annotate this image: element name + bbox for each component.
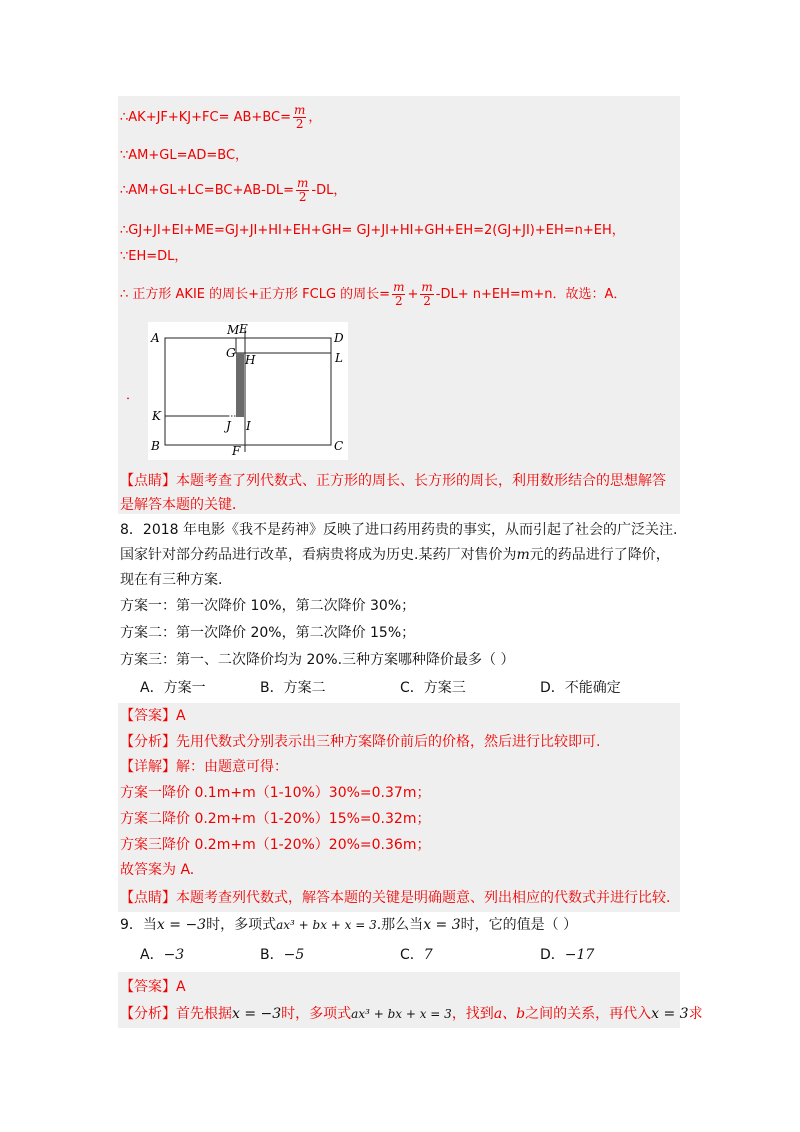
q9-stem: 9．当x = −3时，多项式ax³ + bx + x = 3.那么当x = 3时，它的值是（ ）: [120, 917, 578, 933]
q8-stem-line-2: 国家针对部分药品进行改革，看病贵将成为历史.某药厂对售价为m元的药品进行了降价，: [120, 547, 670, 563]
label-l: L: [335, 351, 343, 365]
q9-option-d: D．−17: [540, 947, 595, 963]
q8-option-d: D．不能确定: [540, 680, 621, 696]
diagram-dot: ．: [126, 388, 140, 403]
q8-analysis: 【分析】先用代数式分别表示出三种方案降价前后的价格，然后进行比较即可.: [120, 734, 601, 750]
q8-option-b: B．方案二: [260, 680, 326, 696]
q8-plan-2: 方案二：第一次降价 20%，第二次降价 15%；: [120, 625, 416, 641]
label-c: C: [334, 439, 344, 453]
q9-option-b: B．−5: [260, 947, 305, 963]
fraction-m-over-2: $\frac{m}{2}$: [297, 176, 309, 204]
label-e: E: [239, 322, 248, 336]
q9-option-a: A．−3: [140, 947, 185, 963]
q8-plan-3: 方案三：第一、二次降价均为 20%.三种方案哪种降价最多（ ）: [120, 652, 515, 668]
diagram-svg: [148, 322, 348, 460]
label-a: A: [151, 331, 160, 345]
geometry-diagram: [148, 322, 348, 460]
solution-dianjing-line-2: 是解答本题的关键．: [120, 497, 246, 513]
fraction-m-over-2: $\frac{m}{2}$: [393, 280, 405, 308]
q9-answer: 【答案】A: [120, 979, 186, 995]
q8-stem-line-1: 8．2018 年电影《我不是药神》反映了进口药用药贵的事实，从而引起了社会的广泛关注.: [120, 522, 678, 538]
q8-stem-line-3: 现在有三种方案.: [120, 572, 223, 588]
solution-line-3: ∴AM+GL+LC=BC+AB-DL= $\frac{m}{2}$ -DL，: [120, 176, 347, 204]
q8-plan-1: 方案一：第一次降价 10%，第二次降价 30%；: [120, 598, 416, 614]
label-f: F: [232, 444, 241, 458]
q8-option-c: C．方案三: [400, 680, 466, 696]
solution-line-6: ∴ 正方形 AKIE 的周长+正方形 FCLG 的周长= $\frac{m}{2}$ + $\frac{m}{2}$ -DL+ n+EH=m+n．故选：A．: [120, 280, 627, 308]
q9-option-c: C．7: [400, 947, 433, 963]
q8-answer: 【答案】A: [120, 708, 186, 724]
solution-line-2: ∵AM+GL=AD=BC，: [120, 148, 249, 163]
label-b: B: [151, 439, 160, 453]
label-k: K: [152, 409, 161, 423]
q8-calc-1: 方案一降价 0.1m+m（1-10%）30%=0.37m；: [120, 785, 431, 801]
fraction-m-over-2: $\frac{m}{2}$: [293, 103, 306, 131]
q8-detail: 【详解】解：由题意可得：: [120, 759, 288, 775]
q8-option-a: A．方案一: [140, 680, 206, 696]
q8-calc-2: 方案二降价 0.2m+m（1-20%）15%=0.32m；: [120, 811, 431, 827]
label-g: G: [226, 346, 236, 360]
label-m: M: [227, 323, 240, 337]
q8-dianjing: 【点睛】本题考查列代数式，解答本题的关键是明确题意、列出相应的代数式并进行比较.: [120, 890, 671, 906]
shaded-strip: [236, 353, 244, 417]
solution-line-1: ∴AK+JF+KJ+FC= AB+BC= $\frac{m}{2}$ ，: [120, 103, 322, 131]
label-j: J: [226, 419, 231, 433]
q9-analysis: 【分析】首先根据x = −3时，多项式ax³ + bx + x = 3，找到a、b之间的关系，再代入x = 3求: [120, 1006, 703, 1022]
solution-line-5: ∵EH=DL，: [120, 249, 188, 264]
label-h: H: [245, 353, 256, 367]
solution-line-4: ∴GJ+JI+EI+ME=GJ+JI+HI+EH+GH= GJ+JI+HI+GH+EH=2(GJ+JI)+EH=n+EH，: [120, 223, 625, 238]
q8-conclusion: 故答案为 A.: [120, 862, 195, 878]
q8-calc-3: 方案三降价 0.2m+m（1-20%）20%=0.36m；: [120, 837, 431, 853]
fraction-m-over-2: $\frac{m}{2}$: [421, 280, 433, 308]
label-d: D: [334, 331, 344, 345]
label-i: I: [246, 419, 251, 433]
solution-dianjing-line-1: 【点睛】本题考查了列代数式、正方形的周长、长方形的周长，利用数形结合的思想解答: [120, 473, 666, 489]
